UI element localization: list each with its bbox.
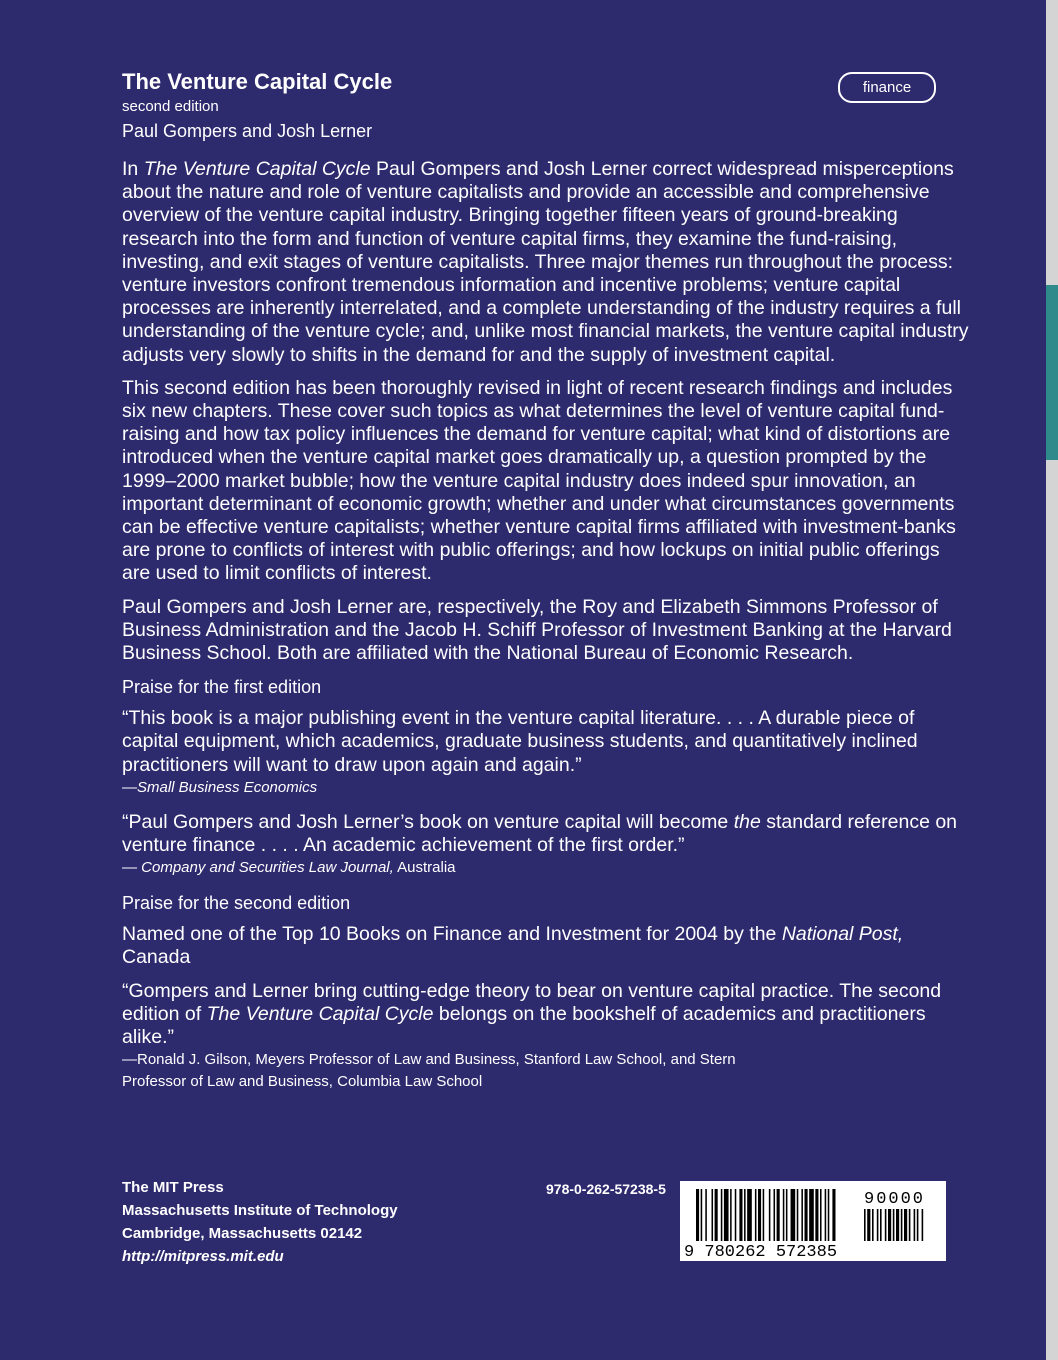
publisher-url[interactable]: http://mitpress.mit.edu: [122, 1248, 284, 1265]
praise-attrib-2: — Company and Securities Law Journal, Australia: [122, 859, 456, 877]
barcode-graphic: [680, 1181, 946, 1261]
barcode-addon-bar: [864, 1209, 866, 1241]
barcode-bar: [783, 1189, 785, 1241]
barcode-bar: [769, 1189, 771, 1241]
praise-quote-2: “Paul Gompers and Josh Lerner’s book on venture capital will become the standard reference on venture finance . . . . An academic achievement of the first order.”: [122, 810, 958, 857]
barcode: [680, 1181, 946, 1261]
barcode-addon-bar: [872, 1209, 874, 1241]
barcode-addon-bar: [877, 1209, 879, 1241]
barcode-addon-bar: [888, 1209, 891, 1241]
barcode-bar: [744, 1189, 746, 1241]
barcode-bar: [701, 1189, 703, 1241]
barcode-addon-bar: [922, 1209, 924, 1241]
barcode-bar: [786, 1189, 788, 1241]
author-bio-paragraph: Paul Gompers and Josh Lerner are, respectively, the Roy and Elizabeth Simmons Professor of Business Administration and the Jacob H. Schiff Professor of Investment Banking at the Harvard Business School. Both are affiliated with the National Bureau of Economic Research.: [122, 595, 952, 665]
barcode-bar: [805, 1189, 808, 1241]
publisher-name: The MIT Press: [122, 1179, 224, 1196]
barcode-bar: [747, 1189, 752, 1241]
praise-quote-3: “Gompers and Lerner bring cutting-edge theory to bear on venture capital practice. The second edition of The Venture Capital Cycle belongs on the bookshelf of academics and practitioners alike.”: [122, 979, 942, 1049]
barcode-price-code: 90000: [864, 1190, 926, 1209]
barcode-bar: [721, 1189, 723, 1241]
barcode-addon-bars: [864, 1209, 923, 1241]
barcode-addon-bar: [867, 1209, 870, 1241]
barcode-addon-bar: [904, 1209, 907, 1241]
barcode-bar: [758, 1189, 761, 1241]
back-cover-content: [122, 68, 972, 1105]
barcode-addon-bar: [914, 1209, 916, 1241]
barcode-bar: [735, 1189, 737, 1241]
authors: Paul Gompers and Josh Lerner: [122, 121, 373, 141]
barcode-bar: [739, 1189, 742, 1241]
description-paragraph-1: In The Venture Capital Cycle Paul Gompers and Josh Lerner correct widespread misperceptions about the nature and role of venture capitalists and provide an accessible and comprehensive overview of the venture capital industry. Bringing together fifteen years of ground-breaking research into the form and function of venture capital firms, they examine the fund-raising, investing, and exit stages of venture capitalists. Three major themes run throughout the process: venture investors confront tremendous information and incentive problems; venture capital processes are inherently interrelated, and a complete understanding of the industry requires a full understanding of the venture cycle; and, unlike most financial markets, the venture capital industry adjusts very slowly to shifts in the demand for and the supply of investment capital.: [122, 158, 969, 366]
barcode-bar: [705, 1189, 707, 1241]
barcode-bar: [715, 1189, 718, 1241]
teal-accent-bar: [1046, 285, 1058, 460]
praise-second-heading: Praise for the second edition: [122, 893, 351, 914]
barcode-bar: [696, 1189, 699, 1241]
barcode-addon-bar: [885, 1209, 887, 1241]
barcode-bar: [730, 1189, 732, 1241]
praise-attrib-3-line1: —Ronald J. Gilson, Meyers Professor of Law and Business, Stanford Law School, and Stern: [122, 1051, 736, 1069]
isbn: 978-0-262-57238-5: [546, 1181, 666, 1197]
barcode-addon-bar: [909, 1209, 911, 1241]
right-edge-strip: [1046, 0, 1058, 1360]
praise-attrib-3-line2: Professor of Law and Business, Columbia Law School: [122, 1073, 483, 1091]
praise-quote-1: “This book is a major publishing event in the venture capital literature. . . . A durable piece of capital equipment, which academics, graduate business students, and quantitatively inclined practitioners will want to draw upon again and again.”: [122, 707, 918, 776]
barcode-addon-bar: [901, 1209, 903, 1241]
publisher-block: [122, 1176, 398, 1268]
book-title: The Venture Capital Cycle: [122, 69, 393, 94]
barcode-addon-bar: [917, 1209, 919, 1241]
barcode-bar: [801, 1189, 803, 1241]
barcode-bar: [763, 1189, 765, 1241]
barcode-bar: [825, 1189, 827, 1241]
barcode-bar: [712, 1189, 714, 1241]
barcode-addon-bar: [893, 1209, 895, 1241]
publisher-institution: Massachusetts Institute of Technology: [122, 1202, 398, 1219]
publisher-city: Cambridge, Massachusetts 02142: [122, 1225, 363, 1242]
barcode-main-bars: [696, 1189, 836, 1241]
barcode-bar: [809, 1189, 814, 1241]
barcode-bar: [724, 1189, 729, 1241]
praise-attrib-1: —Small Business Economics: [122, 778, 318, 796]
barcode-bar: [832, 1189, 835, 1241]
barcode-bar: [828, 1189, 830, 1241]
barcode-bar: [797, 1189, 799, 1241]
description-paragraph-2: This second edition has been thoroughly revised in light of recent research findings and includes six new chapters. These cover such topics as what determines the level of venture capital fund-raising and how tax policy influences the demand for venture capital; what kind of distortions are introduced when the venture capital market goes dramatically up, a question prompted by the 1999–2000 market bubble; how the venture capital industry does indeed spur innovation, an important determinant of economic growth; whether and under what circumstances governments can be effective venture capitalists; whether venture capital firms affiliated with investment-banks are prone to conflicts of interest with public offerings; and how lockups on initial public offerings are used to limit conflicts of interest.: [122, 376, 956, 585]
barcode-addon-bar: [880, 1209, 882, 1241]
barcode-bar: [791, 1189, 796, 1241]
barcode-addon-bar: [896, 1209, 899, 1241]
category-badge: finance: [838, 72, 936, 103]
barcode-bar: [815, 1189, 818, 1241]
barcode-bar: [755, 1189, 757, 1241]
barcode-digits: 9 780262 572385: [684, 1243, 838, 1261]
edition-label: second edition: [122, 98, 219, 115]
praise-first-heading: Praise for the first edition: [122, 677, 322, 698]
barcode-bar: [820, 1189, 822, 1241]
barcode-bar: [777, 1189, 780, 1241]
barcode-bar: [774, 1189, 776, 1241]
award-note: Named one of the Top 10 Books on Finance and Investment for 2004 by the National Post, Canada: [122, 923, 904, 969]
